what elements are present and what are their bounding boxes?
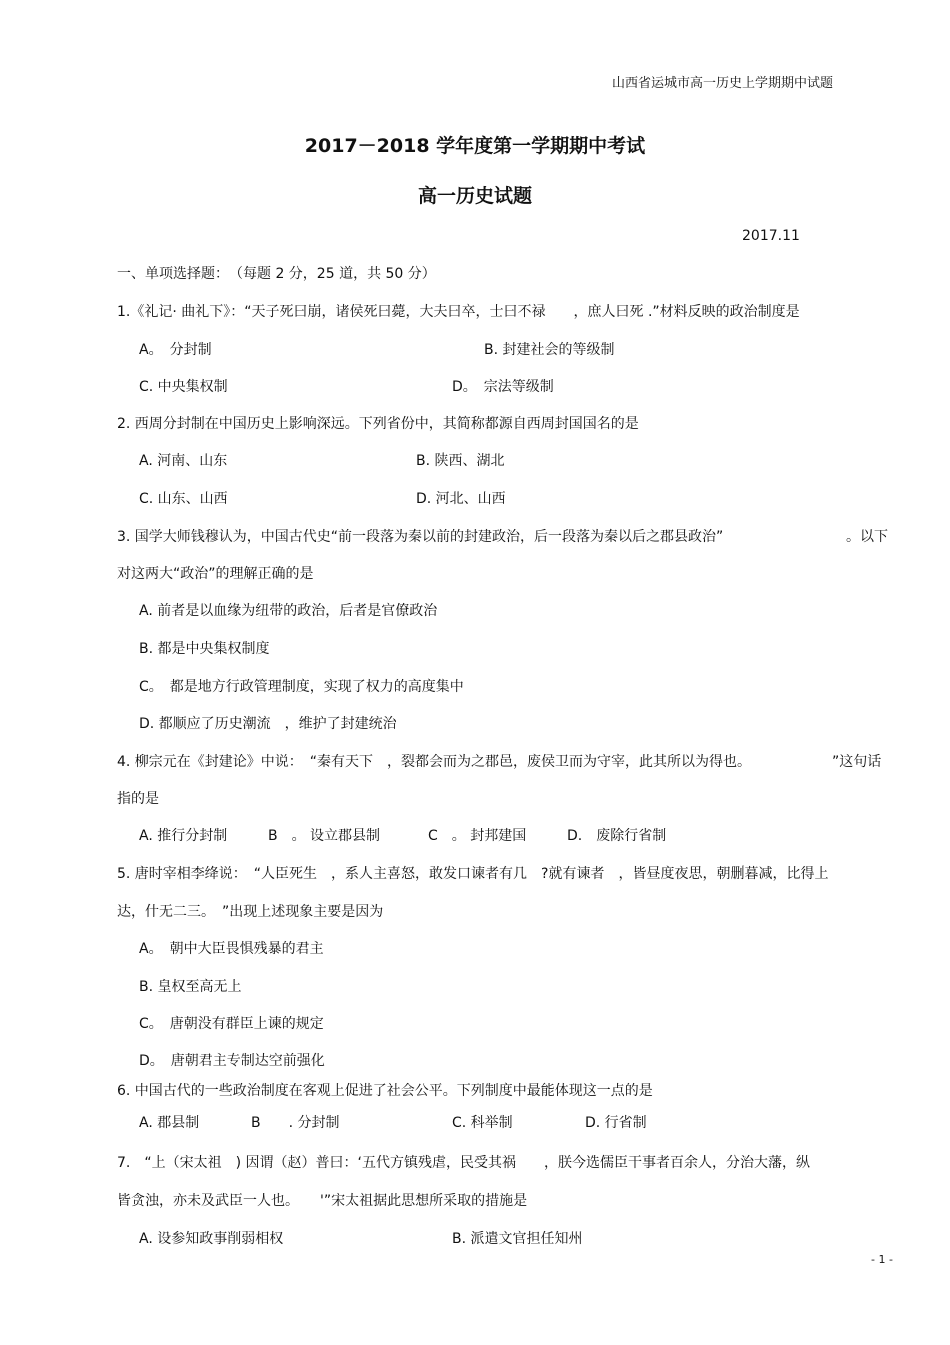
option-c: C。 都是地方行政管理制度，实现了权力的高度集中 [139, 679, 464, 695]
option-b: B. 派遣文官担任知州 [452, 1231, 583, 1247]
option-c: C. 中央集权制 [139, 379, 228, 395]
option-a: A. 推行分封制 [139, 828, 228, 844]
option-a: A. 河南、山东 [139, 453, 228, 469]
section-heading: 一、单项选择题： （每题 2 分，25 道，共 50 分） [117, 266, 436, 282]
question-text-cont: 指的是 [117, 791, 159, 807]
option-d: D。 宗法等级制 [452, 379, 554, 395]
exam-title: 2017－2018 学年度第一学期期中考试 [304, 135, 646, 157]
option-a: A。 分封制 [139, 342, 212, 358]
option-c: C 。 封邦建国 [428, 828, 527, 844]
exam-date: 2017.11 [742, 228, 800, 244]
option-b: B . 分封制 [251, 1115, 340, 1131]
option-a: A。 朝中大臣畏惧残暴的君主 [139, 941, 324, 957]
question-text-cont: 对这两大“政治”的理解正确的是 [117, 566, 314, 582]
option-b: B. 陕西、湖北 [416, 453, 505, 469]
question-text-cont: 皆贪浊，亦未及武臣一人也。 '”宋太祖据此思想所采取的措施是 [117, 1193, 528, 1209]
question-text: 1.《礼记· 曲礼下》：“天子死曰崩，诸侯死曰薨，大夫曰卒，士曰不禄 ，庶人曰死 .”材料反映的政治制度是 [117, 304, 800, 320]
question-text: 7. “上（宋太祖 ) 因谓（赵）普曰：‘五代方镇残虐，民受其祸 ，朕今选儒臣干事者百余人，分治大藩，纵 [117, 1155, 810, 1171]
exam-subtitle: 高一历史试题 [417, 185, 532, 207]
option-a: A. 郡县制 [139, 1115, 200, 1131]
option-c: C。 唐朝没有群臣上谏的规定 [139, 1016, 324, 1032]
option-d: D. 废除行省制 [567, 828, 667, 844]
option-d: D。 唐朝君主专制达空前强化 [139, 1053, 325, 1069]
option-b: B. 都是中央集权制度 [139, 641, 270, 657]
option-a: A. 前者是以血缘为纽带的政治，后者是官僚政治 [139, 603, 438, 619]
option-d: D. 行省制 [585, 1115, 647, 1131]
option-b: B. 封建社会的等级制 [484, 342, 615, 358]
option-d: D. 河北、山西 [416, 491, 506, 507]
option-b: B. 皇权至高无上 [139, 979, 242, 995]
question-text: 6. 中国古代的一些政治制度在客观上促进了社会公平。下列制度中最能体现这一点的是 [117, 1083, 653, 1099]
option-c: C. 山东、山西 [139, 491, 228, 507]
question-text: 2. 西周分封制在中国历史上影响深远。下列省份中，其简称都源自西周封国国名的是 [117, 416, 639, 432]
page-header: 山西省运城市高一历史上学期期中试题 [612, 76, 834, 91]
question-text: 4. 柳宗元在《封建论》中说： “秦有天下 ，裂都会而为之郡邑，废侯卫而为守宰，此其所以为得也。 [117, 754, 752, 770]
question-text-cont: 达，什无二三。 ”出现上述现象主要是因为 [117, 904, 384, 920]
option-a: A. 设参知政事削弱相权 [139, 1231, 284, 1247]
question-text-end: ”这句话 [832, 754, 882, 770]
option-c: C. 科举制 [452, 1115, 513, 1131]
question-text: 3. 国学大师钱穆认为，中国古代史“前一段落为秦以前的封建政治，后一段落为秦以后之郡县政治” [117, 529, 724, 545]
page-number: - 1 - [871, 1253, 893, 1266]
question-text-end: 。以下 [846, 529, 888, 545]
option-d: D. 都顺应了历史潮流 ，维护了封建统治 [139, 716, 397, 732]
question-text: 5. 唐时宰相李绛说： “人臣死生 ，系人主喜怒，敢发口谏者有几 ?就有谏者 ，皆昼度夜思，朝删暮减，比得上 [117, 866, 829, 882]
option-b: B 。 设立郡县制 [268, 828, 381, 844]
